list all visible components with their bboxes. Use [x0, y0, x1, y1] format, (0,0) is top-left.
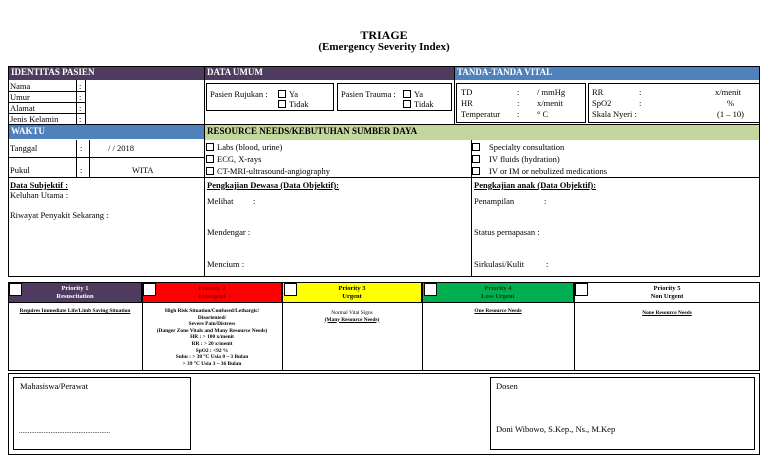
anak-header-text: Pengkajian anak (Data Objektif):	[474, 180, 597, 190]
resource-ct-label: CT-MRI-ultrasound-angiography	[217, 166, 331, 176]
priority-5-title: Priority 5	[653, 285, 681, 292]
identitas-sep: :	[79, 103, 82, 113]
identitas-nama-label: Nama	[10, 81, 31, 91]
nyeri-value: (1 – 10)	[717, 109, 744, 119]
priority-2-desc	[142, 308, 282, 367]
priority-2-checkbox[interactable]	[143, 283, 156, 296]
priority-2-sub: Emergent	[198, 293, 226, 300]
identitas-jk-label: Jenis Kelamin	[10, 114, 59, 124]
pukul-sep: :	[80, 165, 83, 175]
divider	[204, 66, 205, 277]
form-outer-border	[8, 66, 760, 277]
divider	[454, 66, 455, 125]
dosen-name: Doni Wibowo, S.Kep., Ns., M.Kep	[496, 424, 616, 434]
dewasa-header	[207, 180, 339, 190]
riwayat-label: Riwayat Penyakit Sekarang :	[10, 210, 109, 220]
mahasiswa-signature-line: ....................................................	[19, 427, 110, 435]
melihat-label: Melihat	[207, 196, 234, 206]
resource-ivfluids-label: IV fluids (hydration)	[489, 154, 560, 164]
tidak-label: Tidak	[414, 99, 434, 109]
mahasiswa-label: Mahasiswa/Perawat	[20, 381, 88, 391]
resource-header: RESOURCE NEEDS/KEBUTUHAN SUMBER DAYA	[204, 125, 760, 140]
page-subtitle: (Emergency Severity Index)	[318, 41, 450, 53]
rr-label: RR	[592, 87, 604, 97]
resource-specialty-label: Specialty consultation	[489, 142, 565, 152]
priority-2-desc-line: SpO2 : <92 %	[195, 347, 229, 354]
priority-5-desc: None Resource Needs	[642, 310, 692, 316]
divider	[8, 177, 760, 178]
trauma-label: Pasien Trauma :	[341, 89, 396, 99]
priority-1-desc: Requires Immediate Life/Limb Saving Situation	[19, 308, 131, 314]
tanggal-sep: :	[80, 143, 83, 153]
priority-1-title: Priority 1	[61, 285, 89, 292]
identitas-sep: :	[79, 114, 82, 124]
priority-4-desc: One Resource Needs	[474, 308, 522, 314]
priority-1-sub: Resuscitation	[56, 293, 94, 300]
priority-3-desc	[282, 310, 422, 323]
priority-2-desc-line: HR : > 100 x/menit	[190, 334, 234, 341]
tanggal-value: / / 2018	[108, 143, 134, 153]
rujukan-label: Pasien Rujukan :	[210, 89, 268, 99]
page-title: TRIAGE	[360, 28, 408, 42]
pukul-label: Pukul	[10, 165, 30, 175]
identitas-sep: :	[79, 81, 82, 91]
td-label: TD	[461, 87, 473, 97]
priority-2-desc-line: RR : > 20 x/menit	[191, 340, 233, 347]
penampilan-label: Penampilan	[474, 196, 515, 206]
spo2-value: %	[727, 98, 735, 108]
hr-value: x/menit	[537, 98, 563, 108]
priority-5-checkbox[interactable]	[575, 283, 588, 296]
ya-label: Ya	[289, 89, 299, 99]
priority-3-desc-line: (Many Resource Needs)	[324, 316, 380, 323]
td-sep: :	[517, 87, 520, 97]
priority-4-title: Priority 4	[484, 285, 512, 292]
temp-label: Temperatur	[461, 109, 501, 119]
vital-header: TANDA-TANDA VITAL	[454, 66, 760, 80]
priority-3-checkbox[interactable]	[284, 283, 297, 296]
resource-labs-label: Labs (blood, urine)	[217, 142, 283, 152]
melihat-sep: :	[253, 196, 256, 206]
priority-2-desc-line: > 39 °C Usia 3 – 36 Bulan	[182, 360, 242, 367]
identitas-sep: :	[79, 92, 82, 102]
priority-2-desc-line: Suhu : > 38 °C Usia 0 – 3 Bulan	[175, 354, 249, 361]
tidak-label: Tidak	[289, 99, 309, 109]
temp-sep: :	[517, 109, 520, 119]
hr-sep: :	[517, 98, 520, 108]
priority-2-desc-line: Disoriented/	[197, 314, 227, 321]
rr-sep: :	[639, 87, 642, 97]
temp-value: ° C	[537, 109, 549, 119]
priority-3-sub: Urgent	[342, 293, 362, 300]
priority-1-checkbox[interactable]	[9, 283, 22, 296]
resource-ivim-label: IV or IM or nebulized medications	[489, 166, 608, 176]
status-pernapasan-label: Status pernapasan :	[474, 227, 540, 237]
subjektif-header	[10, 180, 68, 190]
pukul-value: WITA	[132, 165, 154, 175]
resource-ecg-label: ECG, X-rays	[217, 154, 262, 164]
dosen-label: Dosen	[496, 381, 518, 391]
priority-3-title: Priority 3	[338, 285, 366, 292]
rr-value: x/menit	[715, 87, 741, 97]
spo2-sep: :	[639, 98, 642, 108]
priority-4-cell	[422, 282, 574, 303]
sirkulasi-sep: :	[546, 259, 549, 269]
mencium-label: Mencium :	[207, 259, 245, 269]
priority-2-desc-line: (Danger Zone Vitals and Many Resource Needs)	[156, 327, 268, 334]
anak-header	[474, 180, 596, 190]
identitas-alamat-label: Alamat	[10, 103, 36, 113]
identitas-header: IDENTITAS PASIEN	[8, 66, 204, 80]
priority-3-desc-line: Normal Vital Signs	[331, 310, 373, 316]
dewasa-header-text: Pengkajian Dewasa (Data Objektif):	[207, 180, 339, 190]
tanggal-label: Tanggal	[10, 143, 38, 153]
dosen-box	[490, 377, 755, 450]
td-value: / mmHg	[537, 87, 566, 97]
priority-2-title: Priority 2	[198, 285, 226, 292]
priority-5-sub: Non Urgent	[650, 293, 684, 300]
data-umum-header: DATA UMUM	[204, 66, 454, 80]
subjektif-header-text: Data Subjektif :	[10, 180, 69, 190]
priority-1-cell	[8, 282, 142, 303]
sirkulasi-label: Sirkulasi/Kulit	[474, 259, 525, 269]
priority-5-cell	[574, 282, 760, 303]
spo2-label: SpO2	[592, 98, 612, 108]
priority-3-cell	[282, 282, 422, 303]
mahasiswa-box	[13, 377, 191, 450]
keluhan-label: Keluhan Utama :	[10, 190, 69, 200]
hr-label: HR	[461, 98, 473, 108]
mendengar-label: Mendengar :	[207, 227, 251, 237]
penampilan-sep: :	[544, 196, 547, 206]
priority-4-checkbox[interactable]	[424, 283, 437, 296]
priority-2-desc-line: Severe Pain/Distress	[188, 321, 236, 328]
priority-2-desc-line: High Risk Situation/Confused/Lethargic/	[164, 308, 260, 314]
ya-label: Ya	[414, 89, 424, 99]
waktu-header: WAKTU	[8, 125, 204, 139]
priority-2-cell	[142, 282, 282, 303]
divider	[471, 140, 472, 277]
divider	[8, 124, 760, 125]
identitas-umur-label: Umur	[10, 92, 30, 102]
nyeri-label: Skala Nyeri :	[592, 109, 637, 119]
priority-4-sub: Less Urgent	[481, 293, 515, 300]
